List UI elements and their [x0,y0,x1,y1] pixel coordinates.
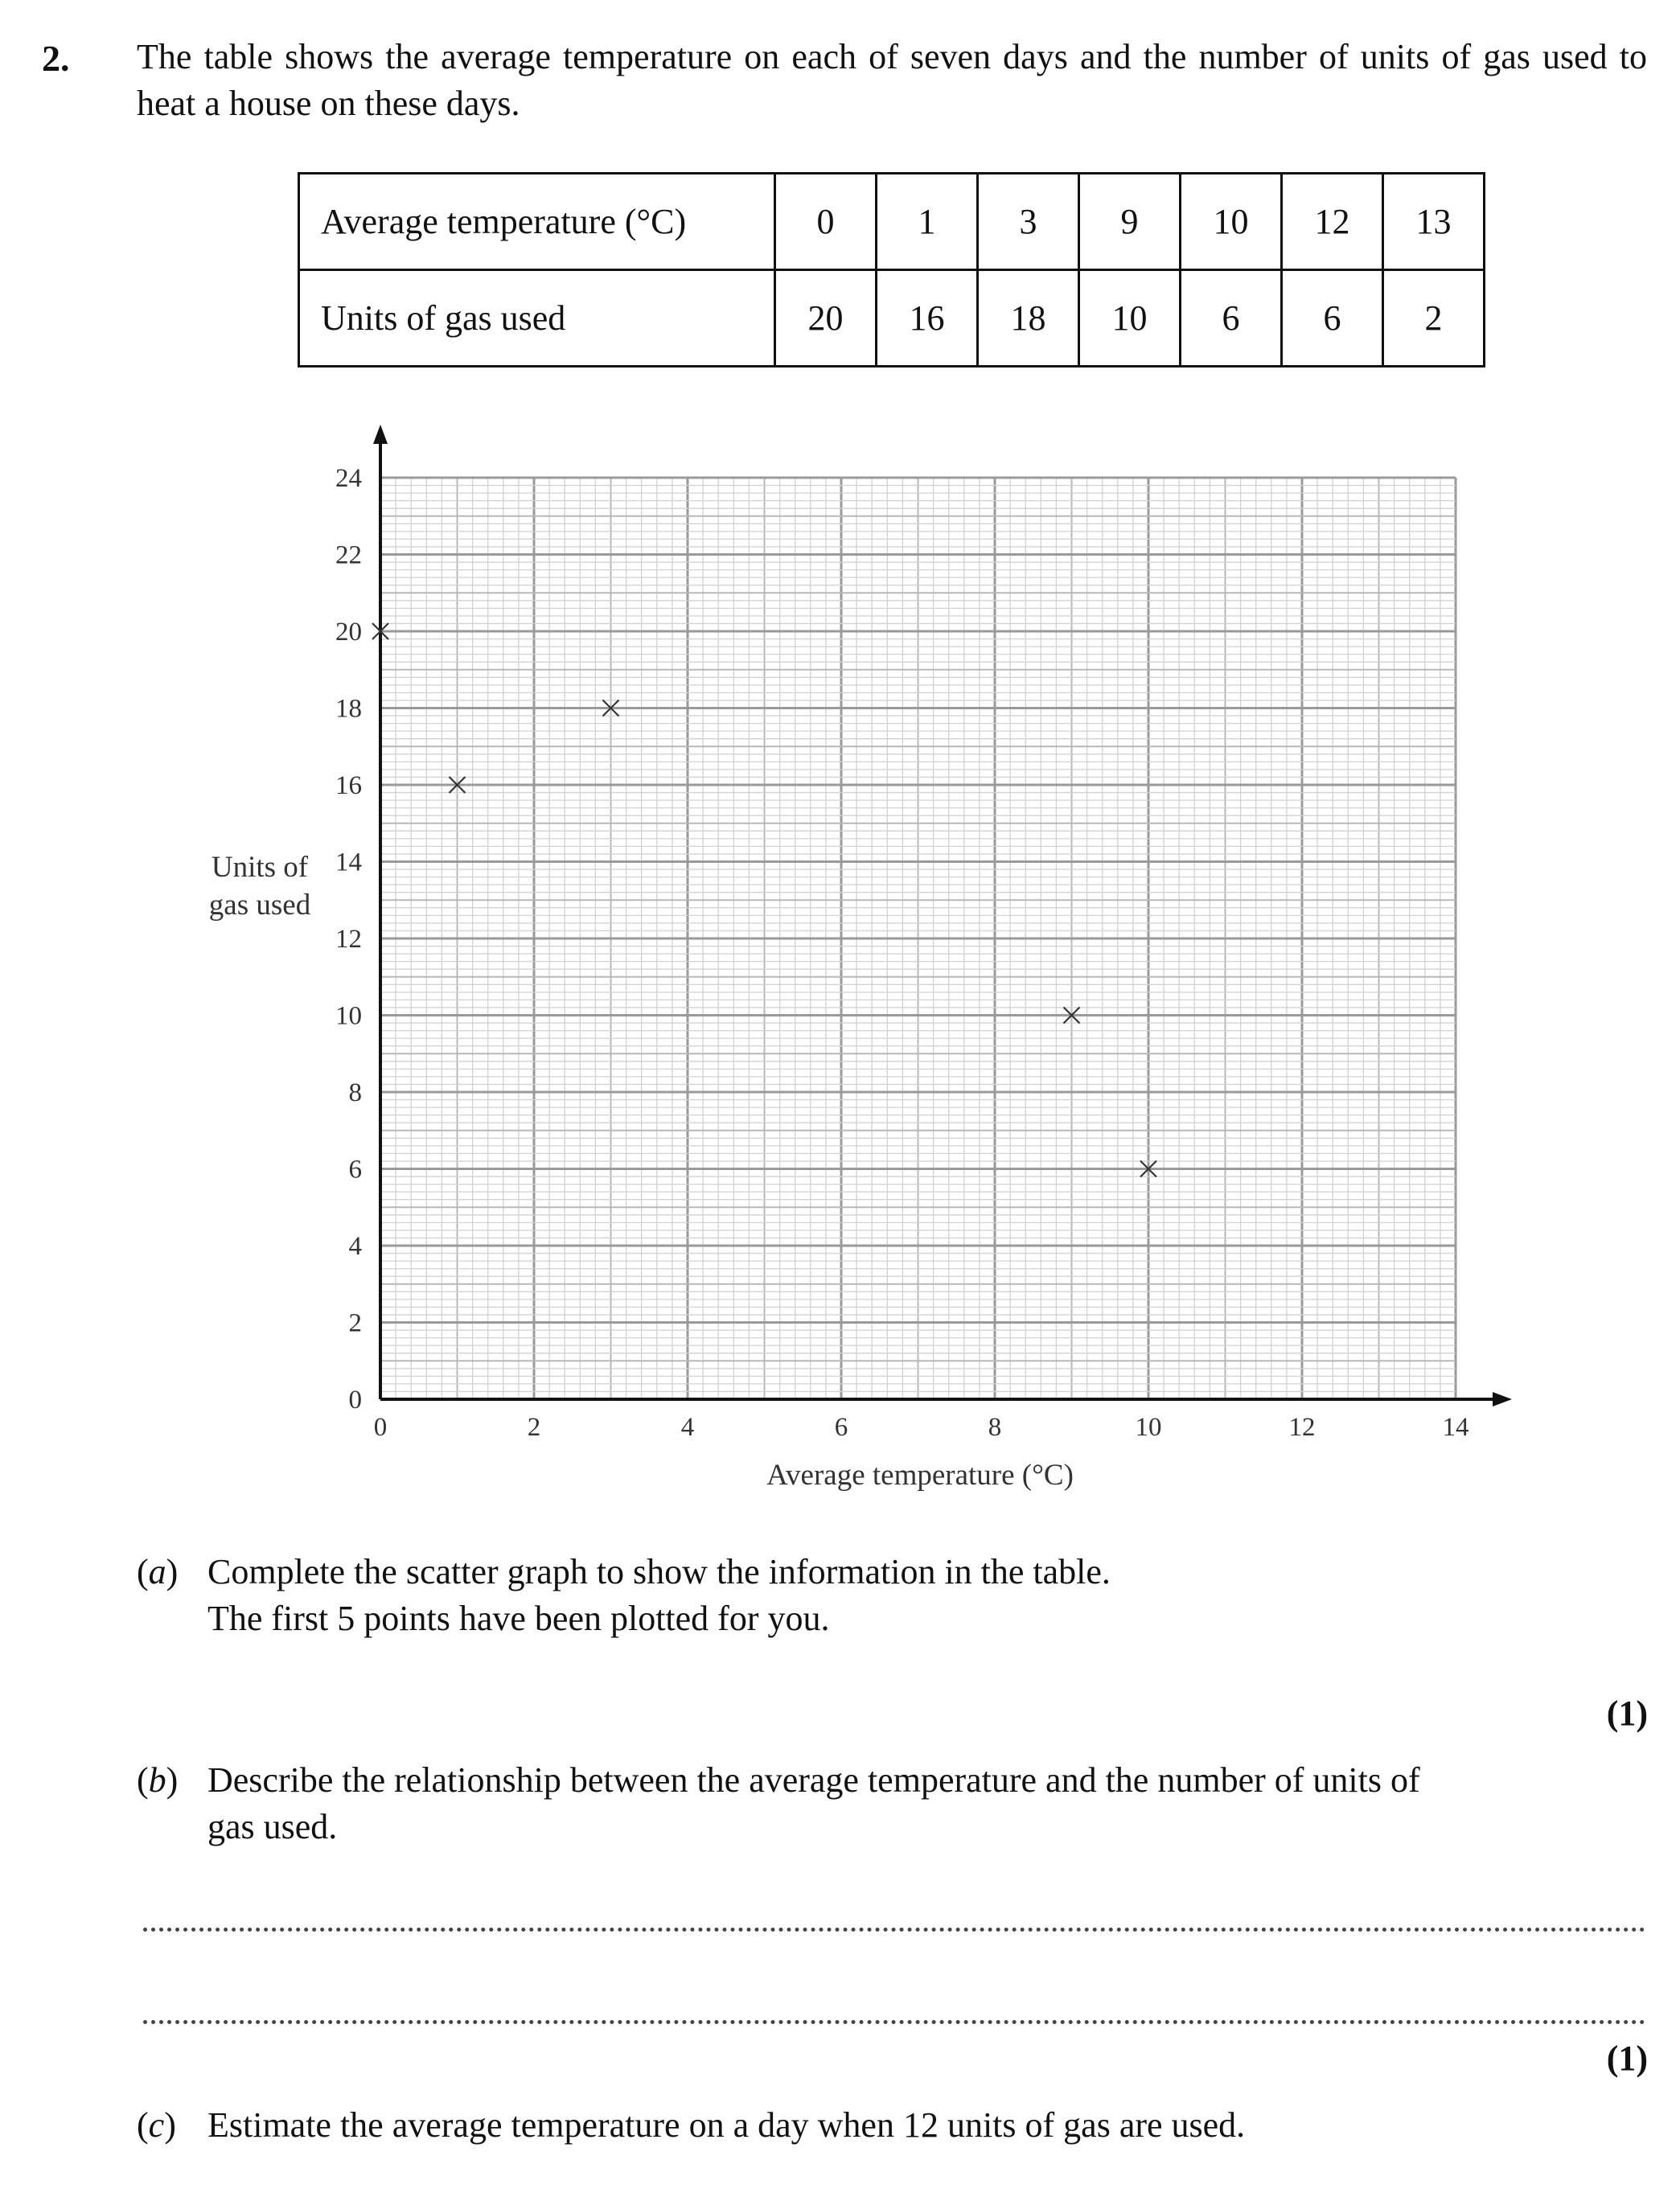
units-row-label: Units of gas used [299,270,775,367]
answer-line[interactable] [143,2020,1645,2024]
x-tick-label: 0 [373,1413,388,1442]
y-tick-label: 0 [348,1386,362,1415]
part-c-line1: Estimate the average temperature on a day when 12 units of gas are used. [207,2105,1246,2145]
temperature-cell: 0 [775,174,877,270]
x-axis-arrow [1493,1392,1512,1406]
part-a-line1: Complete the scatter graph to show the information in the table. [207,1552,1111,1591]
part-a-marks: (1) [1606,1694,1648,1733]
units-cell: 10 [1079,270,1181,367]
y-tick-label: 4 [348,1232,362,1261]
question-intro: The table shows the average temperature on each of seven days and the number of units of gas used to heat a house on these days. [137,37,1647,123]
part-a-label: (a) [137,1552,179,1591]
x-tick-label: 8 [988,1413,1002,1442]
graph-grid [380,478,1456,1399]
y-tick-label: 10 [335,1001,362,1031]
part-a-line2: The first 5 points have been plotted for you. [207,1599,830,1638]
part-c-label: (c) [137,2105,176,2145]
part-b-label: (b) [137,1760,179,1800]
units-cell: 16 [877,270,978,367]
temperature-cell: 9 [1079,174,1181,270]
y-tick-label: 8 [348,1078,362,1107]
units-cell: 20 [775,270,877,367]
x-axis-title: Average temperature (°C) [766,1459,1074,1492]
y-axis-title: Units of gas used [208,851,311,922]
temperature-cell: 1 [877,174,978,270]
x-tick-label: 4 [680,1413,695,1442]
y-tick-label: 6 [348,1155,362,1185]
y-tick-label: 20 [335,618,362,647]
y-axis-arrow [373,425,388,444]
temperature-cell: 12 [1282,174,1383,270]
y-tick-label: 2 [348,1308,362,1338]
part-b-line1: Describe the relationship between the average temperature and the number of units of [207,1760,1420,1800]
x-tick-label: 14 [1442,1413,1469,1442]
units-cell: 18 [978,270,1079,367]
part-b-line2: gas used. [207,1807,338,1846]
x-tick-label: 10 [1135,1413,1162,1442]
temperature-cell: 10 [1181,174,1282,270]
answer-line[interactable] [143,1928,1645,1932]
y-tick-label: 12 [335,925,362,954]
x-tick-label: 2 [527,1413,541,1442]
x-tick-label: 6 [834,1413,848,1442]
y-tick-label: 16 [335,771,362,800]
question-number: 2. [42,38,70,79]
y-tick-label: 24 [335,464,362,493]
units-cell: 2 [1383,270,1485,367]
y-tick-label: 18 [335,694,362,724]
temperature-row-label: Average temperature (°C) [299,174,775,270]
y-tick-label: 14 [335,848,362,877]
temperature-cell: 3 [978,174,1079,270]
x-tick-label: 12 [1288,1413,1316,1442]
y-tick-label: 22 [335,540,362,570]
part-b-marks: (1) [1606,2039,1648,2078]
units-cell: 6 [1181,270,1282,367]
units-cell: 6 [1282,270,1383,367]
temperature-cell: 13 [1383,174,1485,270]
